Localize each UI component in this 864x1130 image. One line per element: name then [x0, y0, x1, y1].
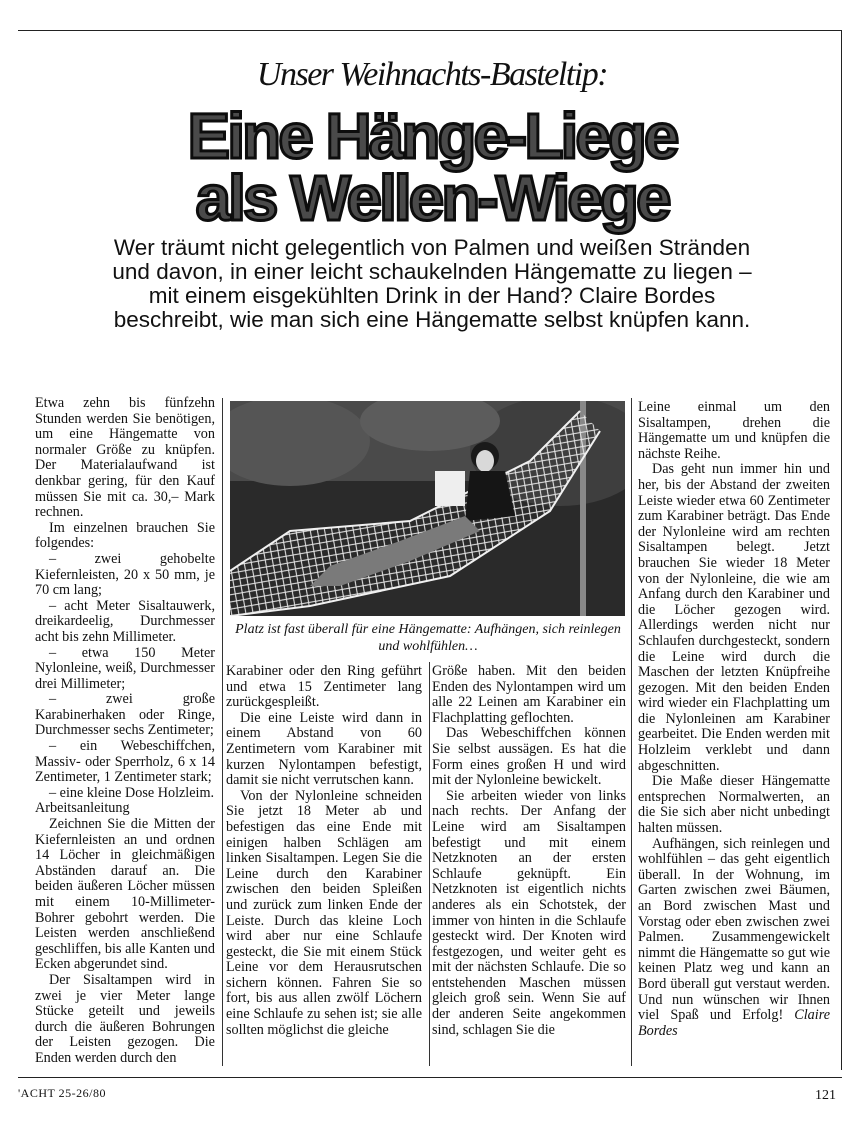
paragraph: Etwa zehn bis fünfzehn Stunden werden Sie benötigen, um eine Hängematte von normaler Größe zu knüpfen. Der Materialaufwand ist denkbar gering, für den Kauf müssen Sie mit ca. 30,– Mark rechnen. [35, 395, 215, 521]
column-divider [222, 398, 223, 1066]
kicker: Unser Weihnachts-Basteltip: [256, 56, 608, 93]
photo-caption: Platz ist fast überall für eine Hängematte: Aufhängen, sich reinlegen und wohlfühlen… [235, 622, 621, 654]
paragraph: Von der Nylonleine schneiden Sie jetzt 18 Meter ab und befestigen das eine Ende mit einigen halben Schlägen am linken Sisaltampen. Legen Sie die Leine durch den Karabiner zwischen den beiden Spleißen und zurück zum linken Ende der Leiste. Durch das kleine Loch wird aber nur eine Schlaufe gesteckt, die Sie mit einem Stück Leine vor dem Herausrutschen sichern können. Fahren Sie so fort, bis aus allen zwölf Löchern eine Schlaufe zu sehen ist; sie alle sollten möglichst die gleiche [226, 787, 422, 1038]
list-item: – etwa 150 Meter Nylonleine, weiß, Durchmesser drei Millimeter; [35, 644, 215, 692]
paragraph: Im einzelnen brauchen Sie folgendes: [35, 519, 215, 552]
paragraph: Sie arbeiten wieder von links nach rechts. Der Anfang der Leine wird am Sisaltampen befestigt und mit einem Netzknoten an der ersten Schlaufe geknüpft. Ein Netzknoten ist eigentlich nichts anderes als ein Schotstek, der immer von hinten in die Schlaufe gesteckt wird. Der Knoten wird festgezogen, und weiter geht es mit der nächsten Schlaufe. Die so entstehenden Maschen müssen gleich groß sein. Wenn Sie auf der anderen Seite angekommen sind, schlagen Sie die [432, 787, 626, 1038]
column-divider [429, 662, 430, 1066]
list-item: – zwei große Karabinerhaken oder Ringe, Durchmesser sechs Zentimeter; [35, 691, 215, 739]
subheading: Arbeitsanleitung [35, 800, 130, 817]
list-item: – ein Webeschiffchen, Massiv- oder Sperrholz, 6 x 14 Zentimeter, 1 Zentimeter stark; [35, 738, 215, 786]
hammock-photo [230, 401, 625, 616]
right-rule [841, 30, 842, 1070]
column-2 [226, 664, 422, 1038]
list-item: – eine kleine Dose Holzleim. [49, 784, 215, 801]
paragraph [638, 837, 830, 1040]
author-signature: Claire Bordes [638, 1007, 830, 1039]
column-4 [638, 400, 830, 1039]
paragraph: Zeichnen Sie die Mitten der Kiefernleisten an und ordnen 14 Löcher in gleichmäßigen Abständen darauf an. Die beiden äußeren Löcher müssen mit einem 10-Millimeter-Bohrer gebohrt werden. Die Leisten werden anschließend geschliffen, bis alle Kanten und Ecken abgerundet sind. [35, 816, 215, 973]
headline-line-2: als Wellen-Wiege [195, 162, 669, 234]
closing-text: Aufhängen, sich reinlegen und wohlfühlen – das geht eigentlich überall. In der Wohnung, im Garten zwischen zwei Bäumen, an Bord zwischen Mast und Vorstag oder eben zwischen zwei Palmen. Zusammengewickelt nimmt die Hängematte so gut wie keinen Platz weg und kann an Bord überall gut verstaut werden. Und nun wünschen wir Ihnen viel Spaß und Erfolg! [638, 835, 830, 1024]
headline-line-1: Eine Hänge-Liege [187, 100, 677, 172]
footer-rule [18, 1077, 842, 1078]
paragraph: Das geht nun immer hin und her, bis der Abstand der zweiten Leiste wieder etwa 60 Zentimeter zum Karabiner beträgt. Das Ende der Nylonleine wird am rechten Sisaltampen belegt. Jetzt brauchen Sie wieder 18 Meter von der Nylonleine, die wie am Anfang durch den Karabiner und die Löcher gezogen wird. Allerdings werden nicht nur Schlaufen durchgesteckt, sondern die Leine wird durch die Maschen der letzten Knüpfreihe gezogen. Mit den beiden Enden wird wieder ein Flachplatting um die Nylonleinen am Karabiner gearbeitet. Die Enden werden mit Holzleim verklebt und dann abgeschnitten. [638, 461, 830, 774]
top-rule [18, 30, 842, 31]
paragraph: Die Maße dieser Hängematte entsprechen Normalwerten, an die Sie sich aber nicht unbedingt halten müssen. [638, 773, 830, 837]
column-divider [631, 398, 632, 1066]
paragraph: Leine einmal um den Sisaltampen, drehen die Hängematte um und knüpfen die nächste Reihe. [638, 399, 830, 462]
column-1 [35, 396, 215, 1067]
intro-paragraph: Wer träumt nicht gelegentlich von Palmen und weißen Stränden und davon, in einer leicht schaukelnden Hängematte zu liegen – mit einem eisgekühlten Drink in der Hand? Claire Bordes beschreibt, wie man sich eine Hängematte selbst knüpfen kann. [112, 235, 752, 332]
paragraph: Größe haben. Mit den beiden Enden des Nylontampen wird um alle 22 Leinen am Karabiner ein Flachplatting geflochten. [432, 663, 626, 726]
paragraph: Karabiner oder den Ring geführt und etwa 15 Zentimeter lang zurückgespleißt. [226, 663, 422, 711]
paragraph: Das Webeschiffchen können Sie selbst aussägen. Es hat die Form eines großen H und wird mit der Nylonleine bewickelt. [432, 725, 626, 789]
paragraph: Die eine Leiste wird dann in einem Abstand von 60 Zentimetern vom Karabiner mit kurzen Nylontampen befestigt, damit sie nicht verrutschen kann. [226, 709, 422, 789]
column-3 [432, 664, 626, 1038]
list-item: – zwei gehobelte Kiefernleisten, 20 x 50 mm, je 70 cm lang; [35, 550, 215, 599]
paragraph: Der Sisaltampen wird in zwei je vier Meter lange Stücke geteilt und jeweils durch die äußeren Bohrungen der Leisten gezogen. Die Enden werden durch den [35, 971, 215, 1066]
issue-label: 'ACHT 25-26/80 [18, 1086, 106, 1100]
list-item: – acht Meter Sisaltauwerk, dreikardeelig, Durchmesser acht bis zehn Millimeter. [35, 597, 215, 645]
hammock-illustration [230, 401, 625, 616]
page-number: 121 [815, 1088, 836, 1103]
